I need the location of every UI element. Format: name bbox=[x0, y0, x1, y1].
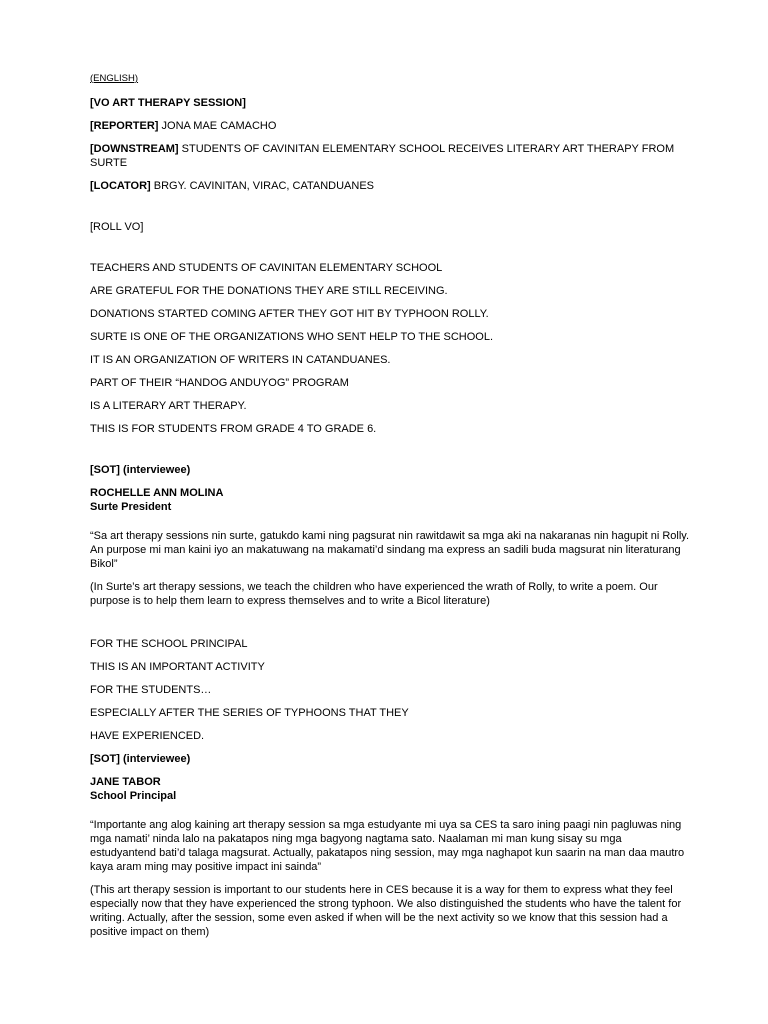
script-document bbox=[90, 72, 690, 948]
vo-line: SURTE IS ONE OF THE ORGANIZATIONS WHO SENT HELP TO THE SCHOOL. bbox=[90, 331, 493, 343]
vo-line: TEACHERS AND STUDENTS OF CAVINITAN ELEMENTARY SCHOOL bbox=[90, 262, 443, 274]
downstream-tag: [DOWNSTREAM] bbox=[90, 143, 179, 155]
sot-tag: [SOT] (interviewee) bbox=[90, 753, 191, 765]
interview-quote: “Importante ang alog kaining art therapy session sa mga estudyante mi uya sa CES ta saro ining paagi nin pagluwas ning mga namati’ ninda lalo na pakatapos ning mga bagyong nagtama sato. Naalaman mi man kung sisay su mga estudyantend bati’d talaga magsurat. Actually, pakatapos ning session, may mga naghapot kun saarin na man daa mautro kaya aram ming may positive impact ini sainda” bbox=[90, 819, 685, 873]
vo-line: THIS IS AN IMPORTANT ACTIVITY bbox=[90, 661, 265, 673]
vo-line: FOR THE SCHOOL PRINCIPAL bbox=[90, 638, 248, 650]
spacer bbox=[90, 445, 690, 463]
interviewee-title: Surte President bbox=[90, 501, 172, 513]
vo-line: FOR THE STUDENTS… bbox=[90, 684, 212, 696]
roll-vo-tag: [ROLL VO] bbox=[90, 221, 144, 233]
locator-tag: [LOCATOR] bbox=[90, 180, 151, 192]
downstream-line bbox=[90, 142, 690, 170]
spacer bbox=[90, 617, 690, 637]
vo-line: DONATIONS STARTED COMING AFTER THEY GOT HIT BY TYPHOON ROLLY. bbox=[90, 308, 489, 320]
interviewee-block bbox=[90, 775, 690, 803]
vo-line: THIS IS FOR STUDENTS FROM GRADE 4 TO GRADE 6. bbox=[90, 423, 377, 435]
interview-translation: (In Surte’s art therapy sessions, we teach the children who have experienced the wrath of Rolly, to write a poem. Our purpose is to help them learn to express themselves and to write a Bicol literature) bbox=[90, 581, 658, 607]
vo-line: IT IS AN ORGANIZATION OF WRITERS IN CATANDUANES. bbox=[90, 354, 391, 366]
downstream-text: STUDENTS OF CAVINITAN ELEMENTARY SCHOOL RECEIVES LITERARY ART THERAPY FROM SURTE bbox=[90, 143, 675, 169]
locator-line bbox=[90, 179, 690, 193]
reporter-tag: [REPORTER] bbox=[90, 120, 159, 132]
spacer bbox=[90, 202, 690, 220]
interview-translation: (This art therapy session is important to our students here in CES because it is a way for them to express what they feel especially now that they have experienced the strong typhoon. We also distinguished the students who have the talent for writing. Actually, after the session, some even asked if when will be the next activity so we know that this session had a positive impact on them) bbox=[90, 884, 682, 938]
vo-line: HAVE EXPERIENCED. bbox=[90, 730, 205, 742]
session-heading: [VO ART THERAPY SESSION] bbox=[90, 97, 246, 109]
interview-quote: “Sa art therapy sessions nin surte, gatukdo kami ning pagsurat nin rawitdawit sa mga aki na nakaranas nin hagupit ni Rolly. An purpose mi man kaini iyo an makatuwang na makamati’d sindang ma express an sadili buda magsurat nin literaturang Bikol” bbox=[90, 530, 690, 570]
locator-text: BRGY. CAVINITAN, VIRAC, CATANDUANES bbox=[150, 180, 375, 192]
spacer bbox=[90, 243, 690, 261]
reporter-name: JONA MAE CAMACHO bbox=[158, 120, 277, 132]
language-label: (ENGLISH) bbox=[90, 73, 139, 84]
interviewee-title: School Principal bbox=[90, 790, 177, 802]
interviewee-name: ROCHELLE ANN MOLINA bbox=[90, 487, 224, 499]
sot-tag: [SOT] (interviewee) bbox=[90, 464, 191, 476]
vo-line: ESPECIALLY AFTER THE SERIES OF TYPHOONS THAT THEY bbox=[90, 707, 409, 719]
vo-line: PART OF THEIR “HANDOG ANDUYOG” PROGRAM bbox=[90, 377, 349, 389]
vo-line: ARE GRATEFUL FOR THE DONATIONS THEY ARE STILL RECEIVING. bbox=[90, 285, 448, 297]
reporter-line bbox=[90, 119, 690, 133]
interviewee-name: JANE TABOR bbox=[90, 776, 161, 788]
vo-line: IS A LITERARY ART THERAPY. bbox=[90, 400, 247, 412]
interviewee-block bbox=[90, 486, 690, 514]
